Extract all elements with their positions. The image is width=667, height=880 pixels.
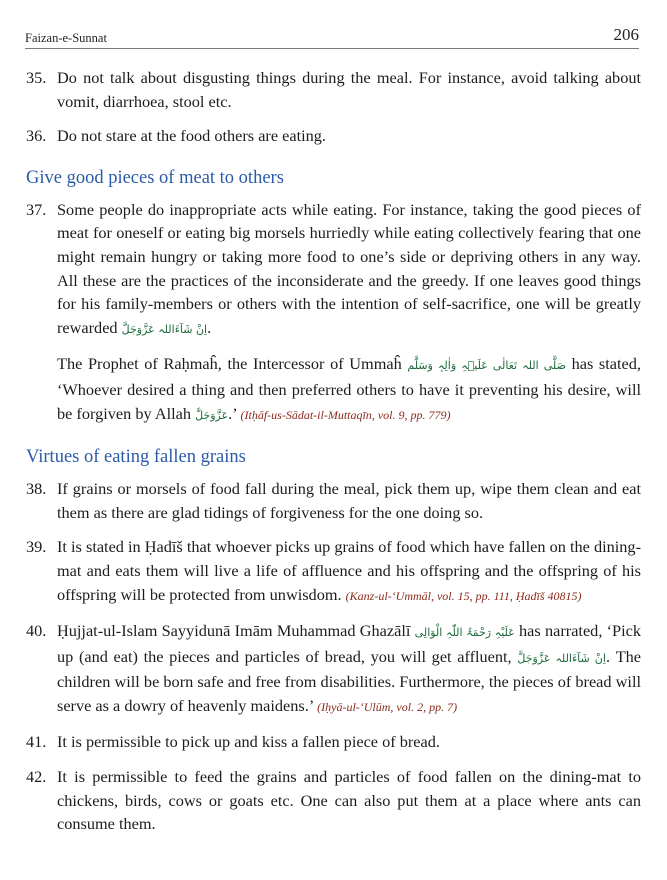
list-item-39 (26, 535, 641, 608)
item-text (57, 619, 641, 719)
item-text-end: . (207, 317, 212, 337)
list-item-36 (26, 124, 641, 148)
list-item-41 (26, 730, 641, 754)
hadith-paragraph (57, 352, 641, 427)
arabic-honorific: عَزَّوَجَلَّ (195, 408, 229, 422)
item-text: Do not talk about disgusting things during the meal. For instance, avoid talking about vomit, diarrhoea, stool etc. (57, 68, 641, 111)
item-number: 42. (26, 767, 47, 787)
item-text: If grains or morsels of food fall during the meal, pick them up, wipe them clean and eat them as there are glad tidings of forgiveness for the one doing so. (57, 479, 641, 522)
para-text-b: has stated, ‘Whoever desired a thing and then preferred others to have it preventing his desire, will be forgiven by Allah (57, 354, 641, 423)
item-text (57, 198, 641, 342)
item-number: 41. (26, 732, 47, 752)
list-item-37 (26, 198, 641, 342)
list-item-42 (26, 765, 641, 836)
item-text: It is permissible to pick up and kiss a fallen piece of bread. (57, 732, 440, 752)
item-text-main: Some people do inappropriate acts while eating. For instance, taking the good pieces of meat for oneself or eating big morsels hurriedly while eating collectively fearing that one might remain hungry or taking more food to one’s side or depriving others in any way. All these are the practices of the inconsiderate and the greedy. If one leaves good things for his family-members or others with the intention of self-sacrifice, one will be greatly rewarded (57, 199, 641, 337)
arabic-salutation: صَلَّی اللہ تَعَالٰی عَلَیۡہِ وَاٰلِہٖ وَسَلَّم (407, 359, 566, 373)
para-text-a: The Prophet of Raḥmaĥ, the Intercessor of Ummaĥ (57, 354, 402, 374)
item-text-a: Ḥujjat-ul-Islam Sayyidunā Imām Muhammad Ghazālī (57, 621, 411, 641)
item-text: Do not stare at the food others are eating. (57, 126, 326, 146)
citation: (Itḥāf-us-Sādat-il-Muttaqīn, vol. 9, pp. 779) (240, 407, 451, 422)
book-title: Faizan-e-Sunnat (25, 31, 107, 45)
section-heading-meat: Give good pieces of meat to others (26, 167, 284, 188)
item-number: 38. (26, 479, 47, 499)
item-text-c: . The children will be born safe and free from disabilities. Furthermore, the pieces of bread will serve as a dowry of heavenly maidens.’ (57, 646, 641, 715)
list-item-35 (26, 66, 641, 113)
para-text-c: .’ (228, 403, 238, 423)
list-item-38 (26, 477, 641, 524)
item-text: It is permissible to feed the grains and particles of food fallen on the dining-mat to chickens, birds, cows or goats etc. One can also put them at a place where ants can consume them. (57, 767, 641, 834)
arabic-invocation: اِنْ شَآءَاللہ عَزَّوَجَلَّ (121, 322, 208, 336)
arabic-blessing: عَلَیْہِ رَحْمَۃُ اللّٰہِ الْوَالِی (414, 626, 515, 640)
citation: (Iḥyā-ul-‘Ulūm, vol. 2, pp. 7) (317, 699, 458, 714)
item-text-b: has narrated, ‘Pick up (and eat) the pieces and particles of bread, you will get affluent, (57, 621, 642, 666)
section-heading-grains: Virtues of eating fallen grains (26, 447, 246, 468)
running-header (25, 22, 639, 49)
citation: (Kanz-ul-‘Ummāl, vol. 15, pp. 111, Ḥadīš 40815) (345, 588, 582, 603)
page-content (26, 66, 641, 847)
item-number: 36. (26, 126, 47, 146)
page-number: 206 (613, 25, 639, 44)
item-number: 37. (26, 199, 47, 219)
item-text (57, 535, 641, 608)
arabic-invocation: اِنْ شَآءَاللہ عَزَّوَجَلَّ (517, 651, 606, 665)
item-number: 35. (26, 68, 47, 87)
item-number: 40. (26, 621, 47, 641)
item-number: 39. (26, 537, 47, 557)
item-text-main: It is stated in Ḥadīš that whoever picks up grains of food which have fallen on the dining-mat and eats them will live a life of affluence and his offspring and the offspring of his offspring will be protected from unwisdom. (57, 537, 641, 604)
list-item-40 (26, 619, 641, 719)
